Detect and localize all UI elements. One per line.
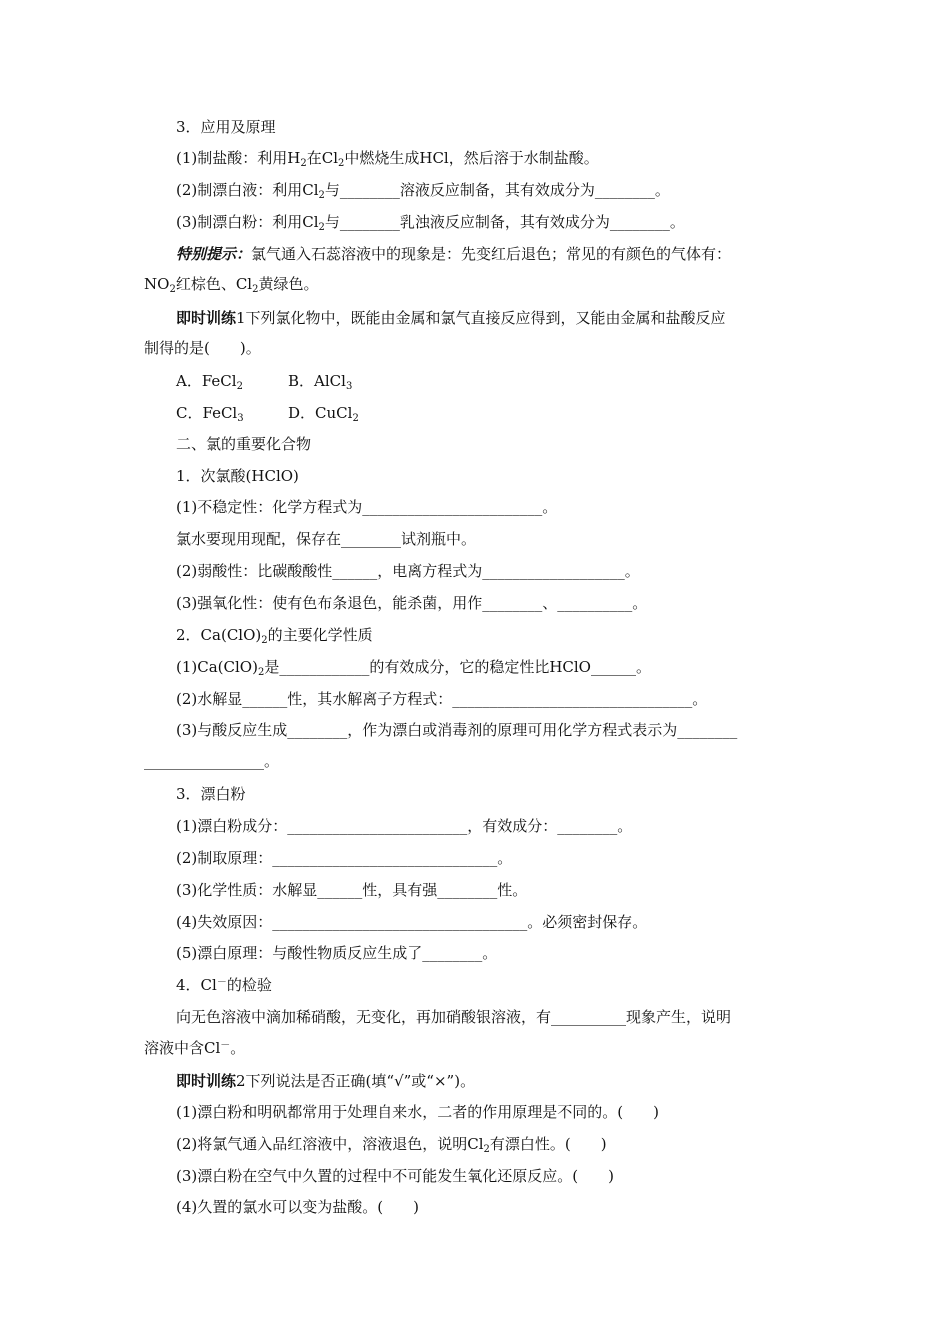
exercise-2-label: 即时训练 [176,1072,237,1090]
chloride-test-heading: 4．Cl－的检验 [176,976,272,994]
special-tip-line-2: $NO_2$红棕色、$Cl_2$黄绿色。 [144,275,319,295]
hclo-instability: (1)不稳定性：化学方程式为________________________。 [176,498,558,516]
bleach-powder-composition: (1)漂白粉成分：________________________，有效成分：________。 [176,817,633,835]
section-3-title: 3．应用及原理 [176,118,276,136]
exercise-1-options-cd [176,403,359,423]
exercise-2-item-2: (2)将氯气通入品红溶液中，溶液退色，说明$Cl_2$有漂白性。( ) [176,1135,607,1155]
tip-label: 特别提示： [176,245,252,263]
caclo2-acid-reaction: (3)与酸反应生成________，作为漂白或消毒剂的原理可用化学方程式表示为________ [176,721,738,739]
bleach-powder-line: (3)制漂白粉：利用$Cl_2$与________乳浊液反应制备，其有效成分为________。 [176,213,685,233]
hclo-storage: 氯水要现用现配，保存在________试剂瓶中。 [176,530,477,548]
hydrochloric-acid-line: (1)制盐酸：利用$H_2$在$Cl_2$中燃烧生成HCl，然后溶于水制盐酸。 [176,149,599,169]
bleach-liquid-line: (2)制漂白液：利用$Cl_2$与________溶液反应制备，其有效成分为________。 [176,181,670,201]
bleach-powder-chemistry: (3)化学性质：水解显______性，具有强________性。 [176,881,528,899]
option-a: A．FeCl$_2$ [176,372,243,392]
exercise-2-item-1: (1)漂白粉和明矾都常用于处理自来水，二者的作用原理是不同的。( ) [176,1103,659,1121]
option-d: D．CuCl$_2$ [288,404,359,424]
hclo-heading: 1．次氯酸(HClO) [176,467,299,485]
exercise-1-question: 即时训练1下列氯化物中，既能由金属和氯气直接反应得到，又能由金属和盐酸反应 [176,309,726,327]
caclo2-stability: $(1)Ca(ClO)_2$是____________的有效成分，它的稳定性比HClO______。 [176,658,651,678]
bleach-powder-preparation: (2)制取原理：______________________________。 [176,849,513,867]
bleach-powder-failure: (4)失效原因：__________________________________。必须密封保存。 [176,913,648,931]
exercise-1-label: 即时训练 [176,309,237,327]
exercise-2-item-4: (4)久置的氯水可以变为盐酸。( ) [176,1198,419,1216]
option-b: B．AlCl$_3$ [288,372,353,392]
chloride-test-text-line-2: 溶液中含Cl－。 [144,1039,246,1057]
bleach-powder-principle: (5)漂白原理：与酸性物质反应生成了________。 [176,944,498,962]
caclo2-acid-reaction-line-2: ________________。 [144,752,280,770]
hclo-oxidizing: (3)强氧化性：使有色布条退色，能杀菌，用作________、__________。 [176,594,648,612]
section-2-title: 二、氯的重要化合物 [176,435,312,453]
exercise-1-question-line-2: 制得的是( )。 [144,339,261,357]
caclo2-heading: 2．$Ca(ClO)_2$的主要化学性质 [176,626,373,646]
special-tip: 特别提示：氯气通入石蕊溶液中的现象是：先变红后退色；常见的有颜色的气体有： [176,245,732,263]
chloride-test-text: 向无色溶液中滴加稀硝酸，无变化，再加硝酸银溶液，有__________现象产生，说明 [176,1008,732,1026]
exercise-1-options-ab [176,371,352,391]
exercise-2-item-3: (3)漂白粉在空气中久置的过程中不可能发生氧化还原反应。( ) [176,1167,614,1185]
caclo2-hydrolysis: (2)水解显______性，其水解离子方程式：________________________________。 [176,690,708,708]
exercise-2-question: 即时训练2下列说法是否正确(填“√”或“×”)。 [176,1072,476,1090]
option-c: C．FeCl$_3$ [176,404,244,424]
bleach-powder-heading: 3．漂白粉 [176,785,246,803]
hclo-weak-acid: (2)弱酸性：比碳酸酸性______，电离方程式为___________________。 [176,562,640,580]
